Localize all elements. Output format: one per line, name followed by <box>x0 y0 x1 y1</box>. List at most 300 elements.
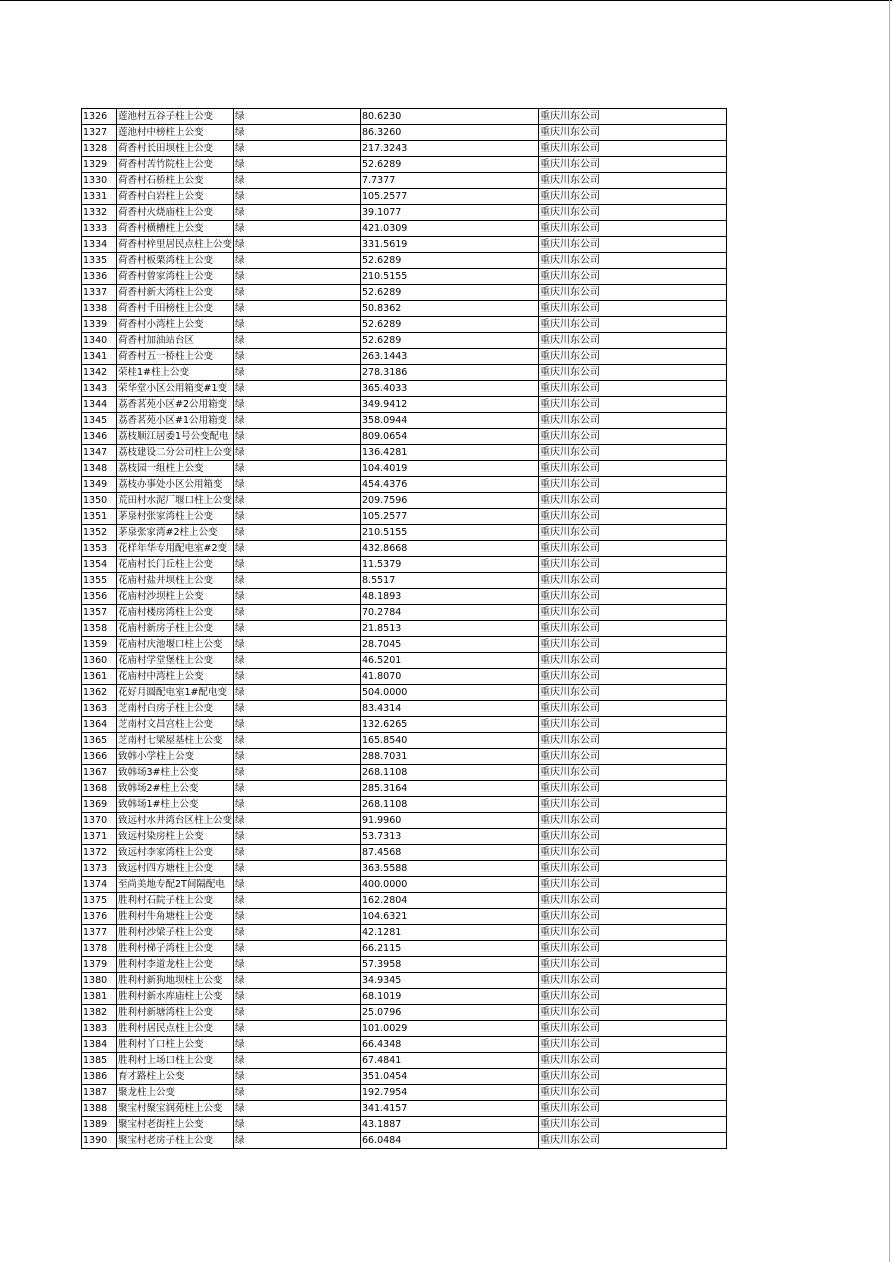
row-id-cell: 1386 <box>82 1069 117 1085</box>
company-cell <box>539 1069 727 1085</box>
table-row <box>82 381 727 397</box>
row-id-cell: 1385 <box>82 1053 117 1069</box>
row-id-cell: 1355 <box>82 573 117 589</box>
company-label: 重庆川东公司 <box>540 718 600 730</box>
company-label: 重庆川东公司 <box>540 302 600 314</box>
company-label: 重庆川东公司 <box>540 238 600 250</box>
table-row <box>82 637 727 653</box>
company-label: 重庆川东公司 <box>540 558 600 570</box>
substation-name-cell: 荔枝办事处小区公用箱变 <box>117 477 234 493</box>
row-id-cell: 1331 <box>82 189 117 205</box>
table-row <box>82 509 727 525</box>
company-cell <box>539 1101 727 1117</box>
company-label: 重庆川东公司 <box>540 174 600 186</box>
value-cell: 104.6321 <box>361 909 539 925</box>
substation-name-cell: 育才路柱上公变 <box>117 1069 234 1085</box>
company-label: 重庆川东公司 <box>540 622 600 634</box>
substation-name-cell: 花庙村长门丘柱上公变 <box>117 557 234 573</box>
table-row <box>82 461 727 477</box>
company-label: 重庆川东公司 <box>540 766 600 778</box>
row-id-cell: 1380 <box>82 973 117 989</box>
row-id-cell: 1344 <box>82 397 117 413</box>
company-label: 重庆川东公司 <box>540 734 600 746</box>
company-label: 重庆川东公司 <box>540 1022 600 1034</box>
table-row <box>82 173 727 189</box>
row-id-cell: 1353 <box>82 541 117 557</box>
value-cell: 21.8513 <box>361 621 539 637</box>
company-label: 重庆川东公司 <box>540 414 600 426</box>
value-cell: 70.2784 <box>361 605 539 621</box>
value-cell: 210.5155 <box>361 525 539 541</box>
company-label: 重庆川东公司 <box>540 926 600 938</box>
company-label: 重庆川东公司 <box>540 158 600 170</box>
row-id-cell: 1362 <box>82 685 117 701</box>
table-row <box>82 717 727 733</box>
row-id-cell: 1364 <box>82 717 117 733</box>
table-row <box>82 269 727 285</box>
row-id-cell: 1373 <box>82 861 117 877</box>
row-id-cell: 1334 <box>82 237 117 253</box>
row-id-cell: 1388 <box>82 1101 117 1117</box>
status-color-cell: 绿 <box>234 621 361 637</box>
company-cell <box>539 765 727 781</box>
row-id-cell: 1335 <box>82 253 117 269</box>
table-row <box>82 621 727 637</box>
row-id-cell: 1332 <box>82 205 117 221</box>
company-label: 重庆川东公司 <box>540 638 600 650</box>
status-color-cell: 绿 <box>234 381 361 397</box>
table-row <box>82 1133 727 1149</box>
substation-name-cell: 胜利村新塘湾柱上公变 <box>117 1005 234 1021</box>
table-row <box>82 989 727 1005</box>
company-cell <box>539 317 727 333</box>
substation-name-cell: 芝南村七梁屋基柱上公变 <box>117 733 234 749</box>
row-id-cell: 1383 <box>82 1021 117 1037</box>
status-color-cell: 绿 <box>234 1005 361 1021</box>
status-color-cell: 绿 <box>234 845 361 861</box>
status-color-cell: 绿 <box>234 429 361 445</box>
value-cell: 28.7045 <box>361 637 539 653</box>
company-label: 重庆川东公司 <box>540 702 600 714</box>
substation-name-cell: 花庙村沙坝柱上公变 <box>117 589 234 605</box>
status-color-cell: 绿 <box>234 669 361 685</box>
company-label: 重庆川东公司 <box>540 958 600 970</box>
status-color-cell: 绿 <box>234 285 361 301</box>
company-cell <box>539 205 727 221</box>
substation-name-cell: 花庙村楼房湾柱上公变 <box>117 605 234 621</box>
table-row <box>82 1037 727 1053</box>
substation-name-cell: 荷香村白岩柱上公变 <box>117 189 234 205</box>
data-table <box>81 108 727 1149</box>
company-label: 重庆川东公司 <box>540 750 600 762</box>
company-label: 重庆川东公司 <box>540 974 600 986</box>
table-row <box>82 237 727 253</box>
company-label: 重庆川东公司 <box>540 862 600 874</box>
status-color-cell: 绿 <box>234 189 361 205</box>
table-row <box>82 669 727 685</box>
value-cell: 67.4841 <box>361 1053 539 1069</box>
company-label: 重庆川东公司 <box>540 942 600 954</box>
table-row <box>82 781 727 797</box>
row-id-cell: 1346 <box>82 429 117 445</box>
company-cell <box>539 125 727 141</box>
table-row <box>82 1069 727 1085</box>
substation-name-cell: 花庙村庆池堰口柱上公变 <box>117 637 234 653</box>
value-cell: 341.4157 <box>361 1101 539 1117</box>
substation-name-cell: 胜利村梯子湾柱上公变 <box>117 941 234 957</box>
row-id-cell: 1350 <box>82 493 117 509</box>
substation-name-cell: 荷香村曾家湾柱上公变 <box>117 269 234 285</box>
row-id-cell: 1375 <box>82 893 117 909</box>
company-label: 重庆川东公司 <box>540 1070 600 1082</box>
substation-name-cell: 致韩小学柱上公变 <box>117 749 234 765</box>
company-cell <box>539 349 727 365</box>
table-row <box>82 301 727 317</box>
substation-name-cell: 胜利村居民点柱上公变 <box>117 1021 234 1037</box>
value-cell: 48.1893 <box>361 589 539 605</box>
company-label: 重庆川东公司 <box>540 110 600 122</box>
status-color-cell: 绿 <box>234 1101 361 1117</box>
value-cell: 101.0029 <box>361 1021 539 1037</box>
status-color-cell: 绿 <box>234 125 361 141</box>
company-cell <box>539 701 727 717</box>
substation-name-cell: 致远村李家湾柱上公变 <box>117 845 234 861</box>
company-cell <box>539 413 727 429</box>
company-label: 重庆川东公司 <box>540 446 600 458</box>
row-id-cell: 1363 <box>82 701 117 717</box>
company-cell <box>539 861 727 877</box>
row-id-cell: 1326 <box>82 109 117 125</box>
table-row <box>82 413 727 429</box>
status-color-cell: 绿 <box>234 1037 361 1053</box>
table-row <box>82 1085 727 1101</box>
company-cell <box>539 157 727 173</box>
substation-name-cell: 荷香村新大湾柱上公变 <box>117 285 234 301</box>
value-cell: 66.4348 <box>361 1037 539 1053</box>
value-cell: 53.7313 <box>361 829 539 845</box>
value-cell: 68.1019 <box>361 989 539 1005</box>
status-color-cell: 绿 <box>234 605 361 621</box>
company-cell <box>539 797 727 813</box>
company-cell <box>539 749 727 765</box>
table-row <box>82 701 727 717</box>
company-cell <box>539 669 727 685</box>
page-top-border <box>0 0 892 1</box>
substation-name-cell: 致远村四方塘柱上公变 <box>117 861 234 877</box>
value-cell: 162.2804 <box>361 893 539 909</box>
company-label: 重庆川东公司 <box>540 382 600 394</box>
value-cell: 209.7596 <box>361 493 539 509</box>
company-cell <box>539 813 727 829</box>
company-cell <box>539 301 727 317</box>
status-color-cell: 绿 <box>234 445 361 461</box>
status-color-cell: 绿 <box>234 349 361 365</box>
row-id-cell: 1352 <box>82 525 117 541</box>
value-cell: 87.4568 <box>361 845 539 861</box>
value-cell: 358.0944 <box>361 413 539 429</box>
table-row <box>82 925 727 941</box>
table-row <box>82 813 727 829</box>
status-color-cell: 绿 <box>234 765 361 781</box>
substation-name-cell: 致韩场1#柱上公变 <box>117 797 234 813</box>
company-label: 重庆川东公司 <box>540 350 600 362</box>
row-id-cell: 1340 <box>82 333 117 349</box>
table-row <box>82 941 727 957</box>
row-id-cell: 1354 <box>82 557 117 573</box>
status-color-cell: 绿 <box>234 557 361 573</box>
substation-name-cell: 聚龙柱上公变 <box>117 1085 234 1101</box>
substation-name-cell: 荷香村加油站台区 <box>117 333 234 349</box>
substation-name-cell: 聚宝村聚宝润苑柱上公变 <box>117 1101 234 1117</box>
status-color-cell: 绿 <box>234 1133 361 1149</box>
row-id-cell: 1351 <box>82 509 117 525</box>
row-id-cell: 1387 <box>82 1085 117 1101</box>
substation-name-cell: 荔枝园一组柱上公变 <box>117 461 234 477</box>
company-label: 重庆川东公司 <box>540 1118 600 1130</box>
status-color-cell: 绿 <box>234 653 361 669</box>
value-cell: 41.8070 <box>361 669 539 685</box>
company-label: 重庆川东公司 <box>540 878 600 890</box>
company-label: 重庆川东公司 <box>540 126 600 138</box>
value-cell: 278.3186 <box>361 365 539 381</box>
status-color-cell: 绿 <box>234 733 361 749</box>
status-color-cell: 绿 <box>234 781 361 797</box>
row-id-cell: 1329 <box>82 157 117 173</box>
row-id-cell: 1368 <box>82 781 117 797</box>
value-cell: 83.4314 <box>361 701 539 717</box>
company-label: 重庆川东公司 <box>540 990 600 1002</box>
substation-name-cell: 胜利村石院子柱上公变 <box>117 893 234 909</box>
row-id-cell: 1338 <box>82 301 117 317</box>
substation-name-cell: 胜利村上场口柱上公变 <box>117 1053 234 1069</box>
row-id-cell: 1357 <box>82 605 117 621</box>
table-row <box>82 109 727 125</box>
status-color-cell: 绿 <box>234 717 361 733</box>
value-cell: 421.0309 <box>361 221 539 237</box>
company-cell <box>539 541 727 557</box>
company-cell <box>539 381 727 397</box>
company-label: 重庆川东公司 <box>540 670 600 682</box>
value-cell: 349.9412 <box>361 397 539 413</box>
status-color-cell: 绿 <box>234 157 361 173</box>
company-cell <box>539 173 727 189</box>
status-color-cell: 绿 <box>234 749 361 765</box>
substation-name-cell: 致韩场2#柱上公变 <box>117 781 234 797</box>
substation-name-cell: 荒田村水泥厂堰口柱上公变 <box>117 493 234 509</box>
row-id-cell: 1370 <box>82 813 117 829</box>
company-cell <box>539 637 727 653</box>
company-label: 重庆川东公司 <box>540 526 600 538</box>
row-id-cell: 1341 <box>82 349 117 365</box>
row-id-cell: 1372 <box>82 845 117 861</box>
page-right-edge <box>889 0 890 1262</box>
substation-name-cell: 荔香茗苑小区#2公用箱变 <box>117 397 234 413</box>
company-label: 重庆川东公司 <box>540 590 600 602</box>
status-color-cell: 绿 <box>234 461 361 477</box>
row-id-cell: 1378 <box>82 941 117 957</box>
status-color-cell: 绿 <box>234 1021 361 1037</box>
substation-name-cell: 荔枝顺江居委1号公变配电 <box>117 429 234 445</box>
row-id-cell: 1328 <box>82 141 117 157</box>
status-color-cell: 绿 <box>234 829 361 845</box>
company-label: 重庆川东公司 <box>540 894 600 906</box>
table-row <box>82 397 727 413</box>
substation-name-cell: 胜利村丫口柱上公变 <box>117 1037 234 1053</box>
company-cell <box>539 941 727 957</box>
value-cell: 268.1108 <box>361 765 539 781</box>
value-cell: 11.5379 <box>361 557 539 573</box>
value-cell: 363.5588 <box>361 861 539 877</box>
value-cell: 192.7954 <box>361 1085 539 1101</box>
value-cell: 165.8540 <box>361 733 539 749</box>
company-label: 重庆川东公司 <box>540 270 600 282</box>
company-cell <box>539 269 727 285</box>
row-id-cell: 1342 <box>82 365 117 381</box>
value-cell: 132.6265 <box>361 717 539 733</box>
row-id-cell: 1374 <box>82 877 117 893</box>
value-cell: 52.6289 <box>361 333 539 349</box>
company-label: 重庆川东公司 <box>540 782 600 794</box>
company-cell <box>539 717 727 733</box>
table-row <box>82 317 727 333</box>
row-id-cell: 1348 <box>82 461 117 477</box>
status-color-cell: 绿 <box>234 989 361 1005</box>
table-row <box>82 861 727 877</box>
status-color-cell: 绿 <box>234 205 361 221</box>
company-cell <box>539 1053 727 1069</box>
company-cell <box>539 237 727 253</box>
substation-name-cell: 胜利村李道龙柱上公变 <box>117 957 234 973</box>
row-id-cell: 1369 <box>82 797 117 813</box>
company-cell <box>539 557 727 573</box>
table-row <box>82 765 727 781</box>
row-id-cell: 1377 <box>82 925 117 941</box>
company-cell <box>539 845 727 861</box>
substation-name-cell: 致远村染房柱上公变 <box>117 829 234 845</box>
status-color-cell: 绿 <box>234 877 361 893</box>
table-body <box>82 109 727 1149</box>
company-label: 重庆川东公司 <box>540 654 600 666</box>
substation-name-cell: 致远村水井湾台区柱上公变 <box>117 813 234 829</box>
substation-name-cell: 荷香村苦竹院柱上公变 <box>117 157 234 173</box>
substation-name-cell: 花样年华专用配电室#2变 <box>117 541 234 557</box>
substation-name-cell: 芝南村白房子柱上公变 <box>117 701 234 717</box>
company-cell <box>539 1133 727 1149</box>
value-cell: 42.1281 <box>361 925 539 941</box>
company-label: 重庆川东公司 <box>540 1134 600 1146</box>
value-cell: 43.1887 <box>361 1117 539 1133</box>
company-cell <box>539 877 727 893</box>
company-cell <box>539 781 727 797</box>
value-cell: 365.4033 <box>361 381 539 397</box>
substation-name-cell: 花庙村中湾柱上公变 <box>117 669 234 685</box>
row-id-cell: 1330 <box>82 173 117 189</box>
value-cell: 66.0484 <box>361 1133 539 1149</box>
substation-name-cell: 荷香村小湾柱上公变 <box>117 317 234 333</box>
substation-name-cell: 荣华堂小区公用箱变#1变 <box>117 381 234 397</box>
company-label: 重庆川东公司 <box>540 830 600 842</box>
substation-name-cell: 荷香村梓里居民点柱上公变 <box>117 237 234 253</box>
table-row <box>82 573 727 589</box>
status-color-cell: 绿 <box>234 893 361 909</box>
value-cell: 52.6289 <box>361 317 539 333</box>
substation-name-cell: 花庙村盐井坝柱上公变 <box>117 573 234 589</box>
company-label: 重庆川东公司 <box>540 606 600 618</box>
row-id-cell: 1358 <box>82 621 117 637</box>
status-color-cell: 绿 <box>234 701 361 717</box>
table-row <box>82 285 727 301</box>
substation-name-cell: 聚宝村老房子柱上公变 <box>117 1133 234 1149</box>
status-color-cell: 绿 <box>234 253 361 269</box>
row-id-cell: 1333 <box>82 221 117 237</box>
substation-name-cell: 花庙村学堂堡柱上公变 <box>117 653 234 669</box>
company-cell <box>539 493 727 509</box>
substation-name-cell: 茅泉张家湾#2柱上公变 <box>117 525 234 541</box>
status-color-cell: 绿 <box>234 861 361 877</box>
table-row <box>82 333 727 349</box>
status-color-cell: 绿 <box>234 237 361 253</box>
row-id-cell: 1337 <box>82 285 117 301</box>
status-color-cell: 绿 <box>234 397 361 413</box>
value-cell: 268.1108 <box>361 797 539 813</box>
row-id-cell: 1359 <box>82 637 117 653</box>
company-cell <box>539 365 727 381</box>
value-cell: 25.0796 <box>361 1005 539 1021</box>
substation-name-cell: 荔枝建设二分公司柱上公变 <box>117 445 234 461</box>
row-id-cell: 1389 <box>82 1117 117 1133</box>
company-cell <box>539 973 727 989</box>
value-cell: 80.6230 <box>361 109 539 125</box>
company-label: 重庆川东公司 <box>540 318 600 330</box>
company-label: 重庆川东公司 <box>540 846 600 858</box>
company-cell <box>539 589 727 605</box>
value-cell: 351.0454 <box>361 1069 539 1085</box>
status-color-cell: 绿 <box>234 973 361 989</box>
status-color-cell: 绿 <box>234 413 361 429</box>
company-cell <box>539 909 727 925</box>
company-cell <box>539 253 727 269</box>
value-cell: 104.4019 <box>361 461 539 477</box>
status-color-cell: 绿 <box>234 477 361 493</box>
value-cell: 46.5201 <box>361 653 539 669</box>
company-cell <box>539 509 727 525</box>
value-cell: 86.3260 <box>361 125 539 141</box>
row-id-cell: 1360 <box>82 653 117 669</box>
value-cell: 66.2115 <box>361 941 539 957</box>
row-id-cell: 1345 <box>82 413 117 429</box>
row-id-cell: 1367 <box>82 765 117 781</box>
company-cell <box>539 1021 727 1037</box>
table-row <box>82 365 727 381</box>
company-label: 重庆川东公司 <box>540 206 600 218</box>
company-label: 重庆川东公司 <box>540 254 600 266</box>
table-row <box>82 525 727 541</box>
value-cell: 210.5155 <box>361 269 539 285</box>
substation-name-cell: 荷香村石桥柱上公变 <box>117 173 234 189</box>
table-row <box>82 349 727 365</box>
company-label: 重庆川东公司 <box>540 814 600 826</box>
value-cell: 432.8668 <box>361 541 539 557</box>
company-cell <box>539 333 727 349</box>
value-cell: 217.3243 <box>361 141 539 157</box>
status-color-cell: 绿 <box>234 685 361 701</box>
substation-name-cell: 荔香茗苑小区#1公用箱变 <box>117 413 234 429</box>
company-cell <box>539 605 727 621</box>
table-row <box>82 877 727 893</box>
substation-name-cell: 茅泉村张家湾柱上公变 <box>117 509 234 525</box>
company-label: 重庆川东公司 <box>540 286 600 298</box>
row-id-cell: 1376 <box>82 909 117 925</box>
